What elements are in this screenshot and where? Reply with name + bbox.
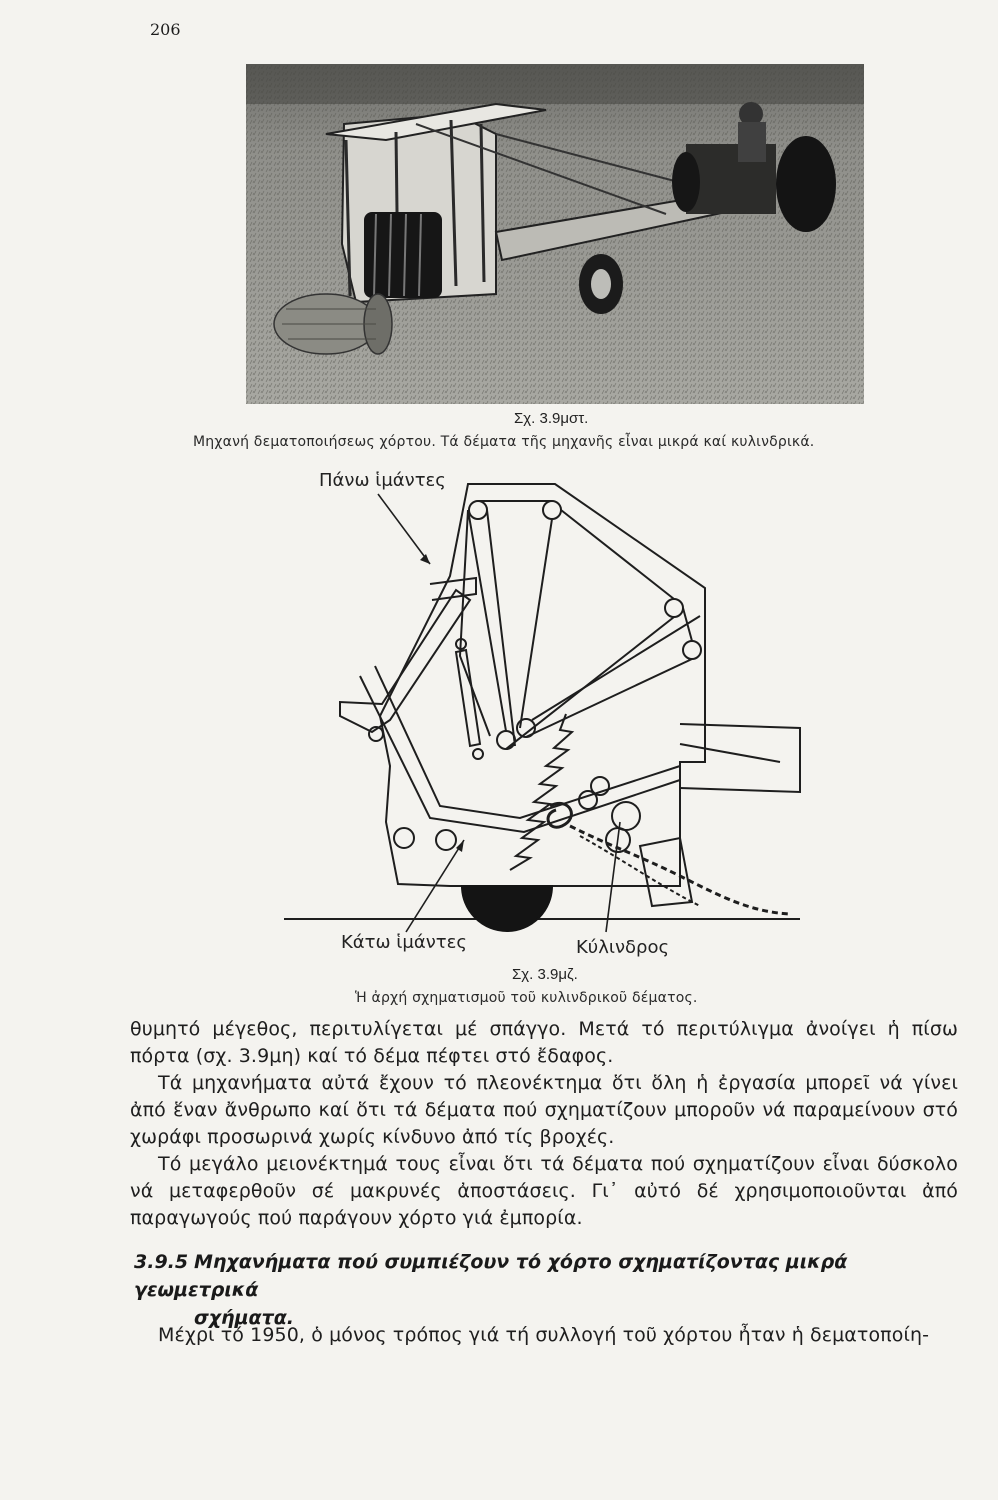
section-heading — [134, 1248, 960, 1332]
photo-caption: Μηχανή δεματοποιήσεως χόρτου. Τά δέματα τῆς μηχανῆς εἶναι μικρά καί κυλινδρικά. — [193, 434, 815, 450]
diagram-figure-label: Σχ. 3.9μζ. — [512, 966, 578, 983]
bale-formation-diagram — [280, 466, 820, 956]
section-title-line-1: Μηχανήματα πού συμπιέζουν τό χόρτο σχηματίζοντας μικρά γεωμετρικά — [134, 1251, 848, 1301]
paragraph-continuation: θυμητό μέγεθος, περιτυλίγεται μέ σπάγγο. Μετά τό περιτύλιγμα ἀνοίγει ἡ πίσω πόρτα (σχ. 3.9μη) καί τό δέμα πέφτει στό ἔδαφος. — [130, 1018, 958, 1067]
photo-figure-label: Σχ. 3.9μστ. — [514, 410, 589, 427]
section-number: 3.9.5 — [134, 1251, 189, 1273]
paragraph-advantages: Τά μηχανήματα αὐτά ἔχουν τό πλεονέκτημα ὅτι ὅλη ἡ ἐργασία μπορεῖ νά γίνει ἀπό ἕναν ἄνθρωπο καί ὅτι τά δέματα πού σχηματίζουν μποροῦν νά παραμείνουν στό χωράφι προσωρινά χωρίς κίνδυνο ἀπό τίς βροχές. — [130, 1072, 958, 1148]
diagram-caption: Ἡ ἀρχή σχηματισμοῦ τοῦ κυλινδρικοῦ δέματος. — [355, 990, 698, 1006]
section-title-line-2: σχήματα. — [194, 1307, 295, 1329]
label-roller: Κύλινδρος — [576, 937, 670, 958]
label-bottom-belts: Κάτω ἱμάντες — [341, 932, 467, 953]
closing-paragraph — [130, 1322, 958, 1349]
closing-line: Μέχρι τό 1950, ὁ μόνος τρόπος γιά τή συλλογή τοῦ χόρτου ἦταν ἡ δεματοποίη- — [158, 1324, 930, 1346]
body-text — [130, 1016, 958, 1232]
label-top-belts: Πάνω ἱμάντες — [319, 470, 446, 491]
baler-photo — [246, 64, 864, 404]
page-number: 206 — [150, 20, 181, 39]
paragraph-disadvantages: Τό μεγάλο μειονέκτημά τους εἶναι ὅτι τά δέματα πού σχηματίζουν εἶναι δύσκολο νά μεταφερθοῦν σέ μακρυνές ἀποστάσεις. Γι᾽ αὐτό δέ χρησιμοποιοῦνται ἀπό παραγωγούς πού παράγουν χόρτο γιά ἐμπορία. — [130, 1153, 958, 1229]
